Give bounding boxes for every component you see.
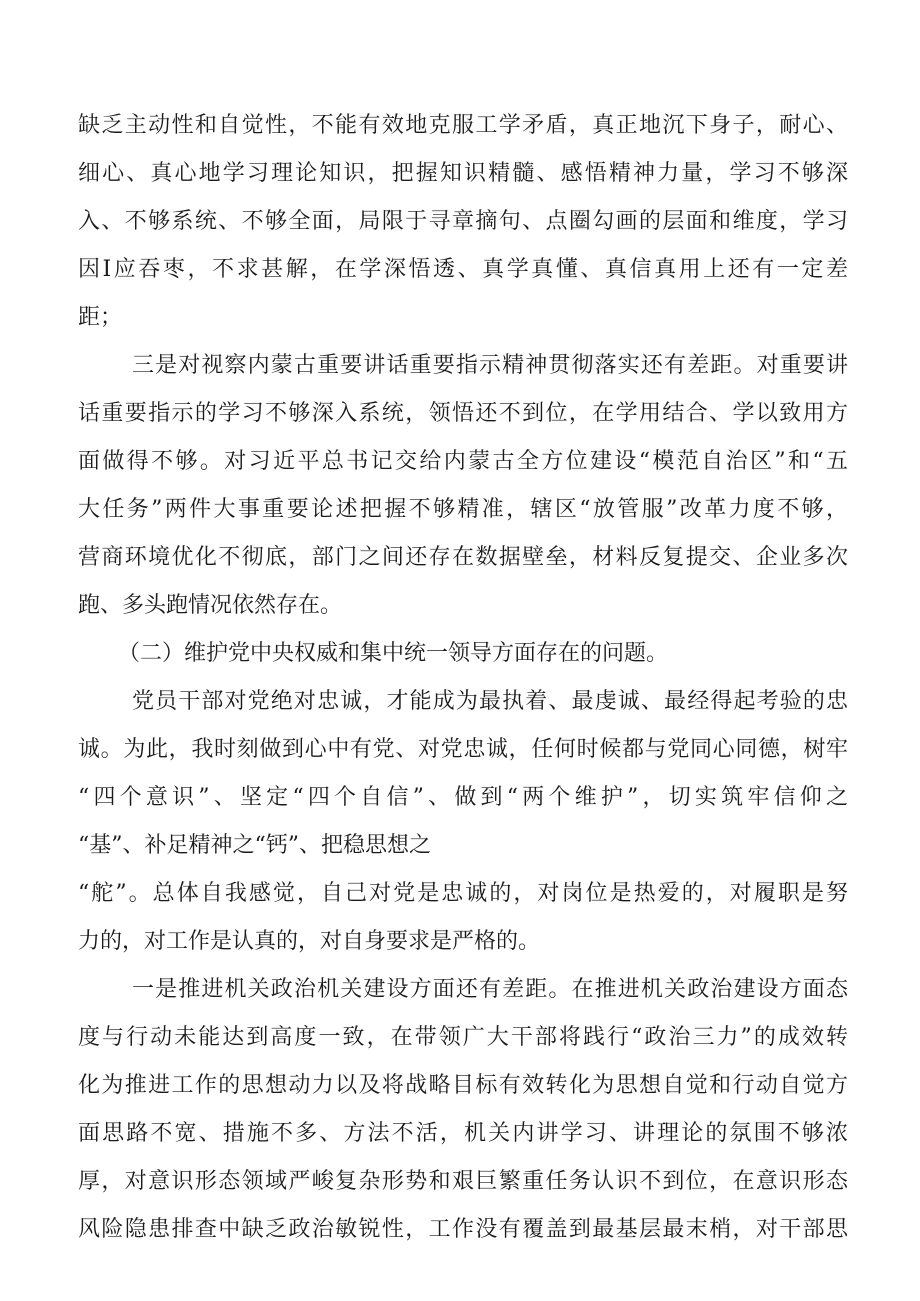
text-line: “舵”。总体自我感觉，自己对党是忠诚的，对岗位是热爱的，对履职是努 — [78, 881, 848, 906]
section-heading: （二）维护党中央权威和集中统一领导方面存在的问题。 — [118, 641, 669, 666]
text-line: 缺乏主动性和自觉性，不能有效地克服工学矛盾，真正地沉下身子，耐心、 — [78, 113, 848, 138]
text-line: 度与行动未能达到高度一致，在带领广大干部将践行“政治三力”的成效转 — [78, 1025, 848, 1050]
text-line: 厚，对意识形态领域严峻复杂形势和艰巨繁重任务认识不到位，在意识形态 — [78, 1169, 848, 1194]
text-line: 跑、多头跑情况依然存在。 — [78, 593, 343, 618]
text-line: “四个意识”、坚定“四个自信”、做到“两个维护”，切实筑牢信仰之 — [78, 785, 848, 810]
text-line: 风险隐患排查中缺乏政治敏锐性，工作没有覆盖到最基层最末梢，对干部思 — [78, 1217, 848, 1242]
paragraph-start-line: 三是对视察内蒙古重要讲话重要指示精神贯彻落实还有差距。对重要讲 — [132, 353, 848, 378]
text-line: 力的，对工作是认真的，对自身要求是严格的。 — [78, 929, 541, 954]
paragraph-start-line: 一是推进机关政治机关建设方面还有差距。在推进机关政治建设方面态 — [132, 977, 848, 1002]
text-line: 距； — [78, 305, 123, 330]
text-line: 细心、真心地学习理论知识，把握知识精髓、感悟精神力量，学习不够深 — [78, 161, 848, 186]
text-line: “基”、补足精神之“钙”、把稳思想之 — [78, 833, 431, 858]
text-line: 诚。为此，我时刻做到心中有党、对党忠诚，任何时候都与党同心同德，树牢 — [78, 737, 848, 762]
text-line: 面做得不够。对习近平总书记交给内蒙古全方位建设“模范自治区”和“五 — [78, 449, 848, 474]
text-line: 话重要指示的学习不够深入系统，领悟还不到位，在学用结合、学以致用方 — [78, 401, 848, 426]
text-line: 面思路不宽、措施不多、方法不活，机关内讲学习、讲理论的氛围不够浓 — [78, 1121, 848, 1146]
text-line: 营商环境优化不彻底，部门之间还存在数据壁垒，材料反复提交、企业多次 — [78, 545, 848, 570]
text-line: 入、不够系统、不够全面，局限于寻章摘句、点圈勾画的层面和维度，学习 — [78, 209, 848, 234]
text-line: 因Ⅰ应吞枣，不求甚解，在学深悟透、真学真懂、真信真用上还有一定差 — [78, 257, 848, 282]
text-line: 化为推进工作的思想动力以及将战略目标有效转化为思想自觉和行动自觉方 — [78, 1073, 848, 1098]
text-line: 大任务”两件大事重要论述把握不够精准，辖区“放管服”改革力度不够， — [78, 497, 848, 522]
paragraph-start-line: 党员干部对党绝对忠诚，才能成为最执着、最虔诚、最经得起考验的忠 — [132, 689, 848, 714]
